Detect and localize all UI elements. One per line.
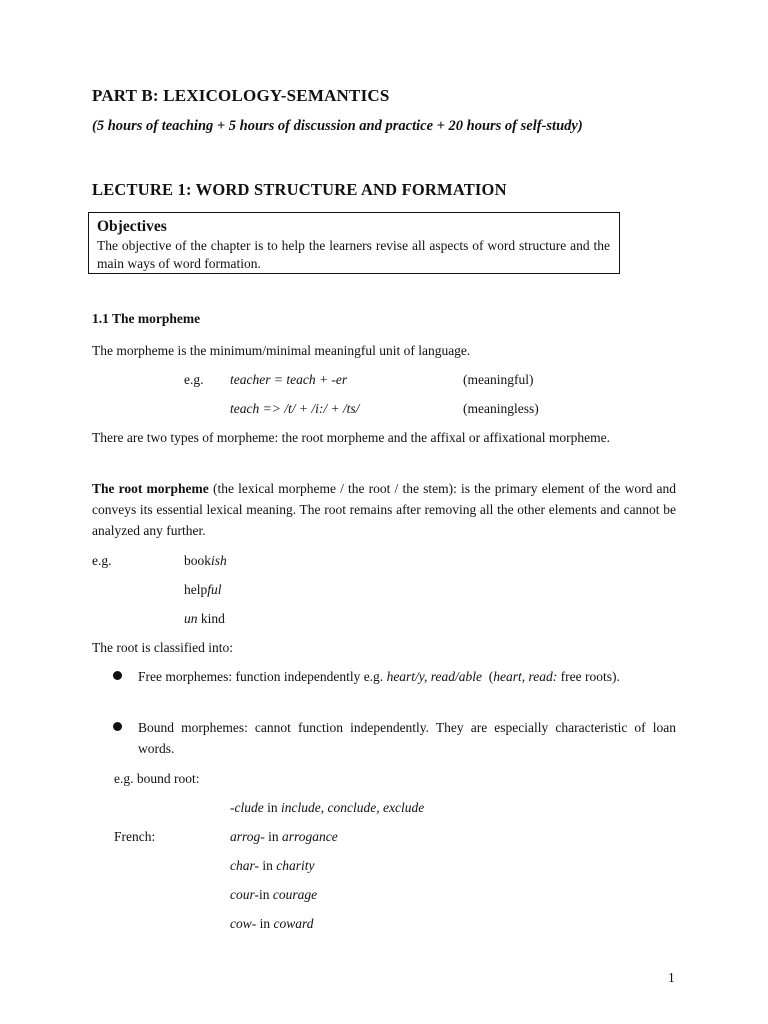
bound-words: charity bbox=[276, 858, 315, 873]
part-title: PART B: LEXICOLOGY-SEMANTICS bbox=[92, 86, 390, 105]
root-part: help bbox=[184, 582, 208, 597]
bullet-text-part: Free morphemes: function independently e.g. bbox=[138, 669, 387, 684]
example-label: e.g. bbox=[184, 372, 204, 387]
bound-morph: char- bbox=[230, 858, 259, 873]
bound-example-clude bbox=[230, 797, 424, 818]
bound-root-label: e.g. bound root: bbox=[114, 771, 200, 786]
root-morpheme-paragraph bbox=[92, 478, 676, 541]
bound-words: courage bbox=[272, 887, 318, 902]
bullet-free-morphemes bbox=[138, 666, 676, 687]
root-part: book bbox=[184, 553, 211, 568]
bound-in: in bbox=[256, 916, 274, 931]
example-meaningless-note: (meaningless) bbox=[463, 401, 539, 416]
morpheme-types-paragraph: There are two types of morpheme: the root morpheme and the affixal or affixational morpheme. bbox=[92, 430, 610, 445]
page-number: 1 bbox=[668, 970, 675, 985]
root-example-helpful bbox=[184, 579, 222, 600]
bound-in: in bbox=[263, 800, 281, 815]
bound-example-cour bbox=[230, 884, 317, 905]
objectives-heading: Objectives bbox=[97, 218, 167, 235]
affix-part: ish bbox=[211, 553, 227, 568]
objectives-text: The objective of the chapter is to help the learners revise all aspects of word structure and the main ways of word formation. bbox=[97, 238, 610, 271]
example-meaningful-note: (meaningful) bbox=[463, 372, 534, 387]
root-part: kind bbox=[197, 611, 225, 626]
affix-part: ful bbox=[207, 582, 222, 597]
example-meaningless: teach => /t/ + /i:/ + /ts/ bbox=[230, 401, 360, 416]
classified-text: The root is classified into: bbox=[92, 640, 233, 655]
bullet-text-part: ( bbox=[482, 669, 494, 684]
bullet-example-roots: heart, read: bbox=[493, 669, 558, 684]
french-label: French: bbox=[114, 829, 156, 844]
example-meaningful: teacher = teach + -er bbox=[230, 372, 348, 387]
bound-morph: arrog- bbox=[230, 829, 265, 844]
bound-in: in bbox=[258, 858, 277, 873]
bound-example-char bbox=[230, 855, 315, 876]
morpheme-definition: The morpheme is the minimum/minimal meaningful unit of language. bbox=[92, 343, 471, 358]
affix-part: un bbox=[184, 611, 198, 626]
bullet-dot bbox=[113, 671, 122, 680]
root-example-unkind bbox=[184, 608, 225, 629]
part-subtitle: (5 hours of teaching + 5 hours of discussion and practice + 20 hours of self-study) bbox=[92, 118, 583, 134]
root-example-bookish bbox=[184, 550, 227, 571]
bound-example-arrog bbox=[230, 826, 338, 847]
bullet-example-words: heart/y, read/able bbox=[386, 669, 483, 684]
bound-in: in bbox=[258, 887, 273, 902]
bound-in: in bbox=[264, 829, 283, 844]
bound-words: arrogance bbox=[282, 829, 338, 844]
bound-morph: -clude bbox=[230, 800, 264, 815]
bullet-bound-morphemes: Bound morphemes: cannot function independently. They are especially characteristic of loan words. bbox=[138, 720, 676, 756]
bound-morph: cour- bbox=[230, 887, 259, 902]
bound-words: include, conclude, exclude bbox=[281, 800, 425, 815]
lecture-title: LECTURE 1: WORD STRUCTURE AND FORMATION bbox=[92, 180, 507, 199]
bound-words: coward bbox=[273, 916, 314, 931]
root-morpheme-term: The root morpheme bbox=[92, 481, 209, 496]
bound-example-cow bbox=[230, 913, 314, 934]
bullet-text-part: free roots). bbox=[557, 669, 620, 684]
section-heading: 1.1 The morpheme bbox=[92, 311, 201, 326]
bound-morph: cow- bbox=[230, 916, 257, 931]
bullet-dot bbox=[113, 722, 122, 731]
root-morpheme-description: (the lexical morpheme / the root / the stem): is the primary element of the word and conveys its essential lexical meaning. The root remains after removing all the other elements and cannot be analyzed any further. bbox=[92, 481, 677, 538]
root-examples-label: e.g. bbox=[92, 553, 112, 568]
